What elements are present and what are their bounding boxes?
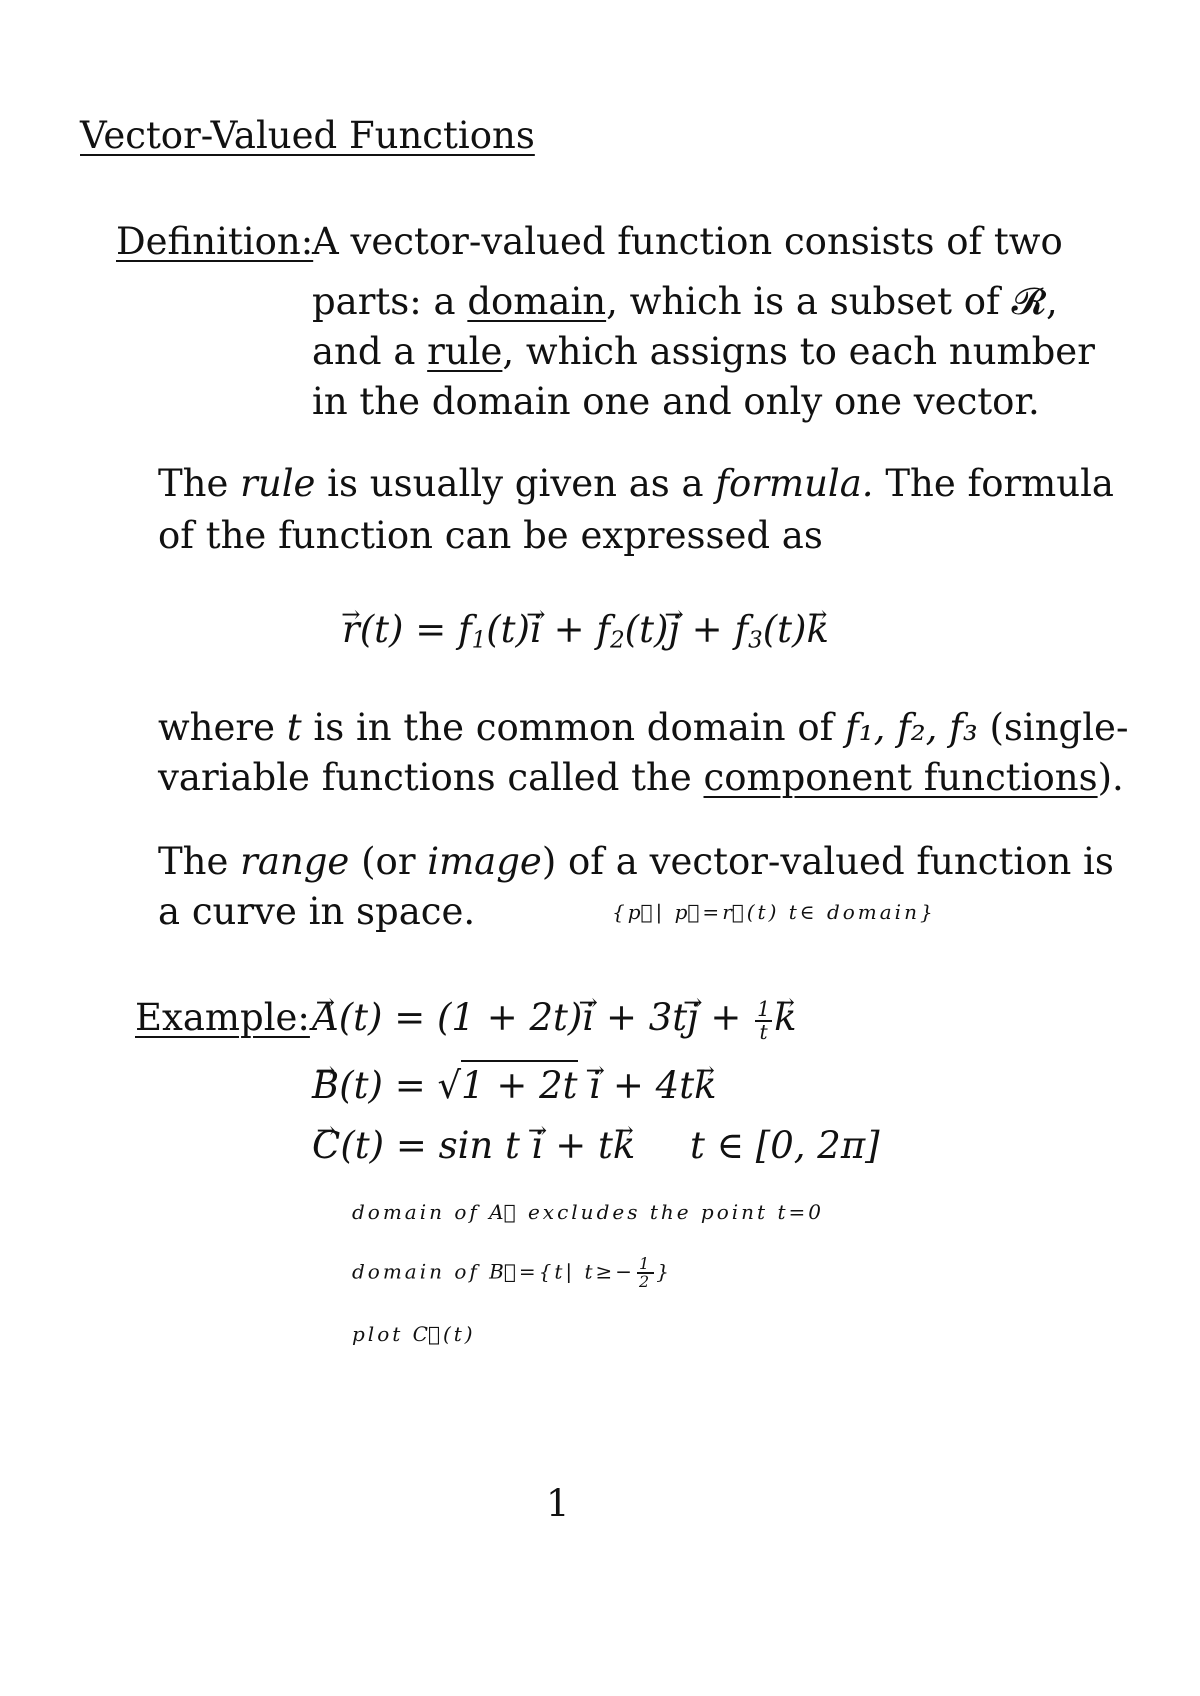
text: ). xyxy=(1097,756,1124,799)
note-text: } xyxy=(656,1259,672,1284)
text: The formula xyxy=(873,462,1114,505)
r-vector: → r xyxy=(342,602,360,657)
definition-line-3 xyxy=(312,324,1095,379)
note-plot-C: plot C⃗(t) xyxy=(352,1322,476,1346)
f3: f xyxy=(734,608,749,651)
text: variable functions called the xyxy=(158,756,704,799)
sub-3: 3 xyxy=(748,627,763,654)
note-text: domain of B⃗={t| t≥− xyxy=(352,1259,636,1284)
rule-paragraph-line-1 xyxy=(158,456,1114,511)
formula-part: (t) xyxy=(624,608,669,651)
rule-term: rule xyxy=(427,330,503,373)
k-vector: → k xyxy=(694,1058,716,1113)
text: where xyxy=(158,706,287,749)
f1: f xyxy=(457,608,472,651)
definition-text: parts: a xyxy=(312,280,468,323)
f2: f xyxy=(596,608,611,651)
example-C xyxy=(312,1118,635,1173)
formula-part: + 3t xyxy=(594,996,688,1039)
text: is in the common domain of xyxy=(301,706,846,749)
fraction xyxy=(755,999,772,1042)
formula-italic: formula. xyxy=(715,462,874,505)
text: The xyxy=(158,462,241,505)
A-vector: → A xyxy=(312,990,339,1045)
sub-1: 1 xyxy=(471,627,487,654)
definition-line-1: A vector-valued function consists of two xyxy=(312,220,1063,263)
text: is usually given as a xyxy=(315,462,716,505)
denominator: t xyxy=(759,1019,768,1044)
where-line-2 xyxy=(158,750,1124,805)
range-annotation: {p⃗| p⃗=r⃗(t) t∈ domain} xyxy=(612,900,936,924)
definition-text: , which is a subset of 𝓡, xyxy=(606,280,1058,323)
range-italic: range xyxy=(240,840,350,883)
formula-part: + xyxy=(541,608,597,651)
formula-part: (t) = √ xyxy=(339,1064,462,1107)
page-title: Vector-Valued Functions xyxy=(80,114,535,157)
component-functions-term: component functions xyxy=(703,756,1098,799)
definition-label: Definition: xyxy=(116,220,314,263)
formula-part: + xyxy=(679,608,735,651)
t-var: t xyxy=(286,706,302,749)
C-vector: → C xyxy=(312,1118,340,1173)
range-line-2: a curve in space. xyxy=(158,890,476,933)
definition-text: , which assigns to each number xyxy=(502,330,1095,373)
sub-2: 2 xyxy=(610,627,625,654)
image-italic: image xyxy=(427,840,542,883)
numerator: 1 xyxy=(757,997,771,1022)
definition-line-2 xyxy=(312,274,1058,329)
note-domain-A: domain of A⃗ excludes the point t=0 xyxy=(352,1200,824,1224)
formula-part: + xyxy=(698,996,754,1039)
sqrt-content: 1 + 2t xyxy=(461,1060,577,1107)
formula-part: + 4t xyxy=(601,1064,695,1107)
where-line-1 xyxy=(158,700,1128,755)
formula-part: (t) = sin t xyxy=(340,1124,532,1167)
j-vector: → j xyxy=(668,602,679,657)
text: ) of a vector-valued function is xyxy=(541,840,1114,883)
note-domain-B xyxy=(352,1256,672,1290)
denominator: 2 xyxy=(639,1272,653,1291)
k-vector: → k xyxy=(774,990,796,1045)
rule-paragraph-line-2: of the function can be expressed as xyxy=(158,514,823,557)
example-B xyxy=(312,1058,717,1113)
example-A xyxy=(312,990,797,1045)
formula-part: + t xyxy=(543,1124,613,1167)
rule-italic: rule xyxy=(240,462,316,505)
page-number: 1 xyxy=(546,1482,570,1525)
k-vector: → k xyxy=(806,602,828,657)
j-vector: → j xyxy=(687,990,698,1045)
text: (single- xyxy=(977,706,1129,749)
definition-text: and a xyxy=(312,330,428,373)
numerator: 1 xyxy=(639,1254,653,1273)
range-line-1 xyxy=(158,834,1114,889)
example-label: Example: xyxy=(135,996,310,1039)
C-interval: t ∈ [0, 2π] xyxy=(690,1124,880,1167)
main-formula xyxy=(342,602,829,669)
i-vector: → i xyxy=(530,602,542,657)
text: (or xyxy=(349,840,428,883)
text: The xyxy=(158,840,241,883)
i-vector: → i xyxy=(582,990,594,1045)
formula-part: (t) xyxy=(486,608,530,651)
f-list: f₁, f₂, f₃ xyxy=(845,706,978,749)
i-vector: → i xyxy=(532,1118,544,1173)
domain-term: domain xyxy=(467,280,607,323)
half-fraction xyxy=(637,1256,654,1290)
formula-part: (t) = (1 + 2t) xyxy=(338,996,583,1039)
i-vector: → i xyxy=(589,1058,601,1113)
B-vector: → B xyxy=(312,1058,339,1113)
formula-part: (t) = xyxy=(359,608,458,651)
formula-part: (t) xyxy=(762,608,807,651)
k-vector: → k xyxy=(613,1118,635,1173)
definition-line-4: in the domain one and only one vector. xyxy=(312,380,1040,423)
